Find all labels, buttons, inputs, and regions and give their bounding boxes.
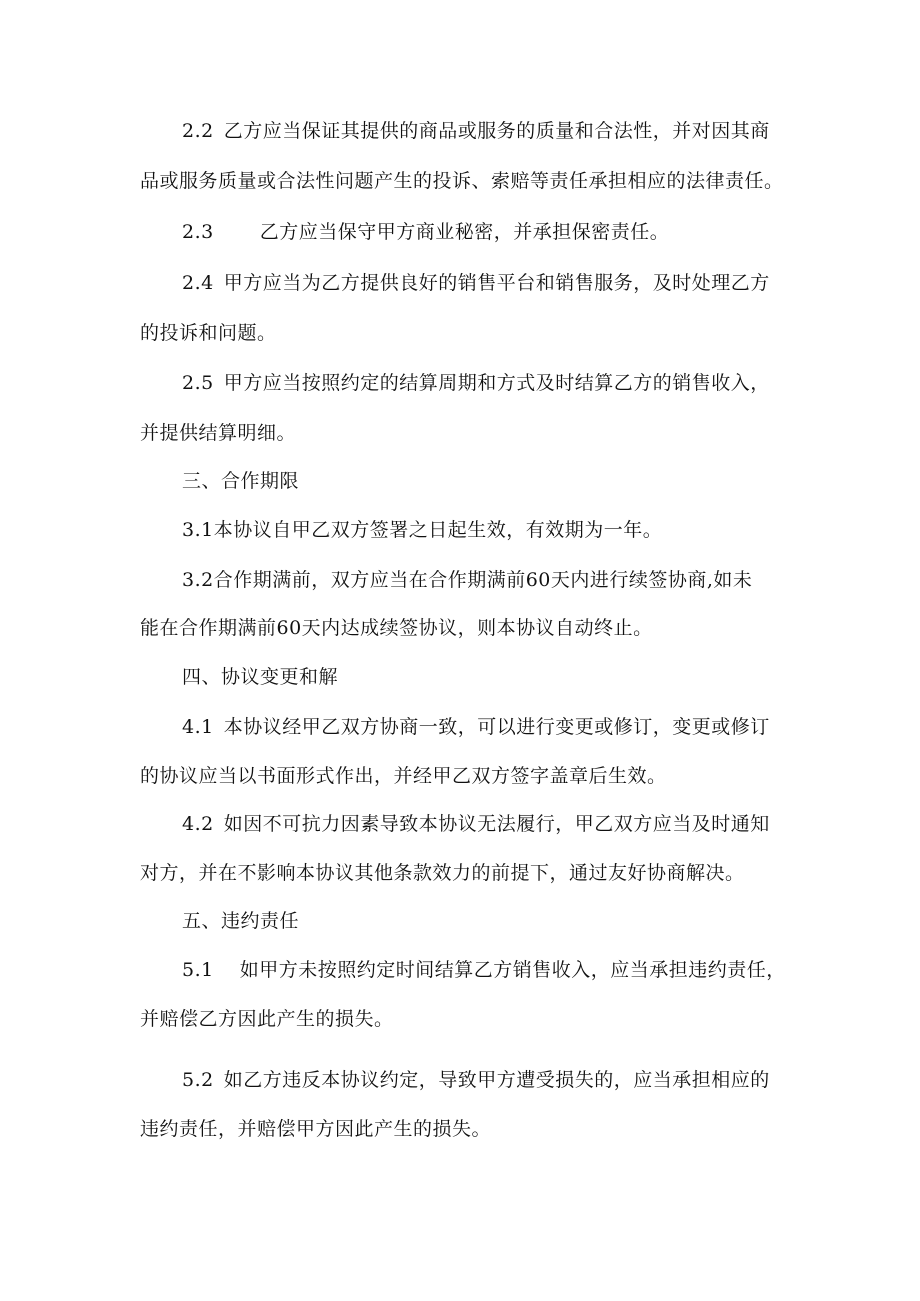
clause-number: 3.2 <box>182 569 214 591</box>
clause-2-3-line-1 <box>182 219 842 245</box>
clause-3-1-line-1 <box>182 517 842 543</box>
clause-text: 如因不可抗力因素导致本协议无法履行，甲乙双方应当及时通知 <box>223 813 770 835</box>
clause-text: 的协议应当以书面形式作出，并经甲乙双方签字盖章后生效。 <box>140 765 667 787</box>
clause-text: 对方，并在不影响本协议其他条款效力的前提下，通过友好协商解决。 <box>140 862 745 884</box>
clause-text: 乙方应当保守甲方商业秘密，并承担保密责任。 <box>259 221 670 243</box>
clause-2-2-line-1 <box>182 118 842 144</box>
section-heading-3 <box>182 468 842 494</box>
clause-number: 4.2 <box>182 813 214 835</box>
section-heading: 三、合作期限 <box>182 470 300 492</box>
clause-number: 2.4 <box>182 272 214 294</box>
clause-text: 并赔偿乙方因此产生的损失。 <box>140 1008 394 1030</box>
clause-number: 5.1 <box>182 959 214 981</box>
clause-2-2-line-2 <box>140 168 800 194</box>
clause-5-2-line-2 <box>140 1116 800 1142</box>
clause-4-2-line-2 <box>140 860 800 886</box>
clause-2-5-line-1 <box>182 370 842 396</box>
clause-text: 合作期满前，双方应当在合作期满前60天内进行续签协商,如未 <box>213 569 753 591</box>
clause-number: 2.5 <box>182 372 214 394</box>
section-heading: 五、违约责任 <box>182 910 300 932</box>
clause-text: 品或服务质量或合法性问题产生的投诉、索赔等责任承担相应的法律责任。 <box>140 170 784 192</box>
clause-text: 乙方应当保证其提供的商品或服务的质量和合法性，并对因其商 <box>223 120 770 142</box>
clause-number: 5.2 <box>182 1069 214 1091</box>
clause-text: 本协议经甲乙双方协商一致，可以进行变更或修订，变更或修订 <box>223 716 770 738</box>
section-heading-5 <box>182 908 842 934</box>
clause-4-2-line-1 <box>182 811 842 837</box>
clause-text: 甲方应当为乙方提供良好的销售平台和销售服务，及时处理乙方 <box>223 272 770 294</box>
clause-number: 4.1 <box>182 716 214 738</box>
clause-text: 如甲方未按照约定时间结算乙方销售收入，应当承担违约责任， <box>239 959 786 981</box>
clause-text: 的投诉和问题。 <box>140 322 277 344</box>
clause-3-2-line-1 <box>182 567 842 593</box>
clause-text: 本协议自甲乙双方签署之日起生效，有效期为一年。 <box>213 519 663 541</box>
section-heading-4 <box>182 664 842 690</box>
clause-number: 3.1 <box>182 519 214 541</box>
clause-2-5-line-2 <box>140 420 800 446</box>
clause-number: 2.2 <box>182 120 214 142</box>
clause-5-1-line-1 <box>182 957 842 983</box>
clause-4-1-line-2 <box>140 763 800 789</box>
clause-5-1-line-2 <box>140 1006 800 1032</box>
clause-2-4-line-1 <box>182 270 842 296</box>
clause-4-1-line-1 <box>182 714 842 740</box>
clause-number: 2.3 <box>182 221 214 243</box>
clause-text: 违约责任，并赔偿甲方因此产生的损失。 <box>140 1118 492 1140</box>
clause-text: 如乙方违反本协议约定，导致甲方遭受损失的，应当承担相应的 <box>223 1069 770 1091</box>
clause-3-2-line-2 <box>140 615 800 641</box>
clause-5-2-line-1 <box>182 1067 842 1093</box>
clause-text: 能在合作期满前60天内达成续签协议，则本协议自动终止。 <box>140 617 653 639</box>
section-heading: 四、协议变更和解 <box>182 666 339 688</box>
clause-2-4-line-2 <box>140 320 800 346</box>
clause-text: 并提供结算明细。 <box>140 422 297 444</box>
clause-text: 甲方应当按照约定的结算周期和方式及时结算乙方的销售收入， <box>223 372 770 394</box>
